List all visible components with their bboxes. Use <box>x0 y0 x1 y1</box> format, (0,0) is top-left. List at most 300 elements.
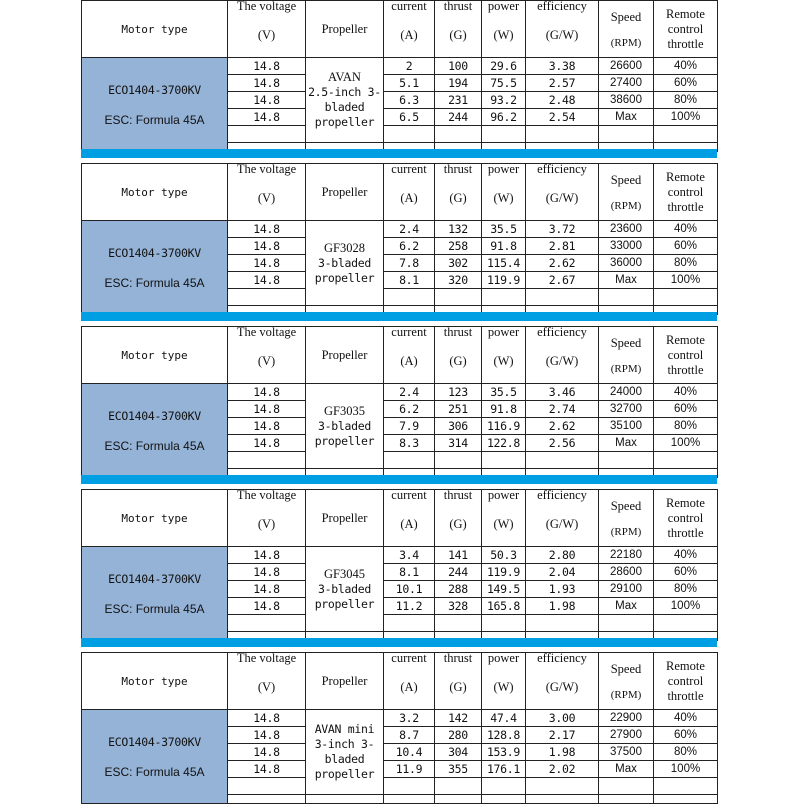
empty-cell <box>384 778 435 795</box>
speed-cell: 38600 <box>599 92 654 109</box>
empty-cell <box>526 795 599 804</box>
current-cell: 10.1 <box>384 581 435 598</box>
efficiency-cell: 2.62 <box>526 418 599 435</box>
test-table-block <box>81 489 717 641</box>
motor-esc-cell <box>82 221 228 315</box>
header-propeller-label: Propeller <box>321 184 368 199</box>
propeller-line: 3-bladed <box>318 581 371 596</box>
thrust-cell: 314 <box>435 435 482 452</box>
voltage-cell: 14.8 <box>228 727 306 744</box>
header-power-label: power <box>487 489 520 502</box>
throttle-cell: 100% <box>654 109 718 126</box>
esc-model: ESC: Formula 45A <box>104 438 205 453</box>
speed-cell: 35100 <box>599 418 654 435</box>
motor-esc-cell <box>82 710 228 804</box>
throttle-cell: 80% <box>654 418 718 435</box>
throttle-cell: 100% <box>654 761 718 778</box>
motor-model: ECO1404-3700KV <box>108 571 201 586</box>
speed-cell: Max <box>599 272 654 289</box>
voltage-cell: 14.8 <box>228 547 306 564</box>
current-cell: 2 <box>384 58 435 75</box>
empty-cell <box>228 452 306 469</box>
header-current-unit: (A) <box>400 191 418 205</box>
thrust-cell: 306 <box>435 418 482 435</box>
speed-cell: Max <box>599 109 654 126</box>
section-divider <box>81 475 717 484</box>
voltage-cell: 14.8 <box>228 272 306 289</box>
empty-cell <box>654 795 718 804</box>
speed-cell: Max <box>599 435 654 452</box>
current-cell: 8.1 <box>384 564 435 581</box>
empty-cell <box>384 452 435 469</box>
header-voltage-unit: (V) <box>257 680 276 694</box>
empty-cell <box>599 289 654 306</box>
header-remote-line: Remote <box>666 6 705 21</box>
current-cell: 8.3 <box>384 435 435 452</box>
header-speed-unit: (RPM) <box>610 36 642 49</box>
header-motor-type-label: Motor type <box>121 22 188 36</box>
efficiency-cell: 2.80 <box>526 547 599 564</box>
current-cell: 6.2 <box>384 238 435 255</box>
esc-model: ESC: Formula 45A <box>104 275 205 290</box>
power-cell: 91.8 <box>482 401 526 418</box>
header-row <box>82 490 718 547</box>
power-cell: 149.5 <box>482 581 526 598</box>
header-motor-type-label: Motor type <box>121 185 188 199</box>
propeller-cell <box>306 58 384 143</box>
empty-cell <box>228 289 306 306</box>
empty-cell <box>482 289 526 306</box>
propeller-line: AVAN <box>328 70 361 84</box>
thrust-cell: 244 <box>435 109 482 126</box>
propeller-line: 2.5-inch 3- <box>308 85 381 99</box>
empty-cell <box>228 795 306 804</box>
header-remote-line: control <box>667 184 704 199</box>
header-efficiency <box>526 1 599 58</box>
speed-cell: 22180 <box>599 547 654 564</box>
efficiency-cell: 2.56 <box>526 435 599 452</box>
power-cell: 165.8 <box>482 598 526 615</box>
power-cell: 176.1 <box>482 761 526 778</box>
test-table-block <box>81 0 717 152</box>
header-speed-unit: (RPM) <box>610 362 642 375</box>
power-cell: 119.9 <box>482 272 526 289</box>
throttle-cell: 100% <box>654 435 718 452</box>
voltage-cell: 14.8 <box>228 435 306 452</box>
current-cell: 10.4 <box>384 744 435 761</box>
header-current <box>384 1 435 58</box>
header-remote-line: control <box>667 347 704 362</box>
voltage-cell: 14.8 <box>228 418 306 435</box>
header-power <box>482 653 526 710</box>
propeller-line: bladed <box>324 752 365 766</box>
header-speed <box>599 1 654 58</box>
test-table <box>81 489 718 641</box>
propeller-line: propeller <box>314 433 375 448</box>
header-propeller <box>306 490 384 547</box>
speed-cell: Max <box>599 761 654 778</box>
header-propeller-label: Propeller <box>321 21 368 36</box>
header-efficiency-unit: (G/W) <box>545 680 579 694</box>
propeller-cell <box>306 384 384 469</box>
throttle-cell: 60% <box>654 727 718 744</box>
header-power-label: power <box>487 326 520 339</box>
header-remote-line: Remote <box>666 495 705 510</box>
header-current-unit: (A) <box>400 354 418 368</box>
thrust-cell: 123 <box>435 384 482 401</box>
header-thrust <box>435 1 482 58</box>
voltage-cell: 14.8 <box>228 598 306 615</box>
header-remote-throttle <box>654 490 718 547</box>
header-voltage <box>228 653 306 710</box>
header-voltage-label: The voltage <box>236 489 297 502</box>
propeller-cell <box>306 547 384 632</box>
header-row <box>82 327 718 384</box>
current-cell: 8.1 <box>384 272 435 289</box>
motor-model: ECO1404-3700KV <box>108 245 201 260</box>
header-current-unit: (A) <box>400 517 418 531</box>
power-cell: 91.8 <box>482 238 526 255</box>
header-thrust-label: thrust <box>443 0 473 13</box>
throttle-cell: 40% <box>654 221 718 238</box>
empty-cell <box>482 126 526 143</box>
header-motor-type-label: Motor type <box>121 348 188 362</box>
propeller-line: GF3028 <box>324 240 365 255</box>
header-row <box>82 1 718 58</box>
efficiency-cell: 3.38 <box>526 58 599 75</box>
propeller-line: propeller <box>314 596 375 611</box>
header-speed-label: Speed <box>610 335 642 350</box>
empty-cell <box>482 452 526 469</box>
efficiency-cell: 1.98 <box>526 744 599 761</box>
speed-cell: 23600 <box>599 221 654 238</box>
header-remote-line: throttle <box>667 688 704 703</box>
propeller-line: propeller <box>314 270 375 285</box>
header-remote-line: Remote <box>666 332 705 347</box>
header-speed <box>599 164 654 221</box>
power-cell: 50.3 <box>482 547 526 564</box>
header-thrust-unit: (G) <box>449 517 467 531</box>
header-remote-throttle <box>654 327 718 384</box>
empty-cell <box>654 452 718 469</box>
header-thrust <box>435 164 482 221</box>
current-cell: 6.3 <box>384 92 435 109</box>
throttle-cell: 80% <box>654 92 718 109</box>
header-power-unit: (W) <box>493 354 514 368</box>
empty-cell <box>384 126 435 143</box>
power-cell: 153.9 <box>482 744 526 761</box>
throttle-cell: 40% <box>654 710 718 727</box>
header-remote-line: throttle <box>667 525 704 540</box>
propeller-line: GF3035 <box>324 403 365 418</box>
esc-model: ESC: Formula 45A <box>104 764 205 779</box>
speed-cell: 36000 <box>599 255 654 272</box>
header-voltage <box>228 1 306 58</box>
header-motor-type <box>82 327 228 384</box>
efficiency-cell: 2.57 <box>526 75 599 92</box>
header-speed <box>599 653 654 710</box>
test-table <box>81 0 718 152</box>
header-power-label: power <box>487 163 520 176</box>
voltage-cell: 14.8 <box>228 92 306 109</box>
speed-cell: 33000 <box>599 238 654 255</box>
header-voltage-label: The voltage <box>236 0 297 13</box>
speed-cell: 24000 <box>599 384 654 401</box>
empty-cell <box>435 452 482 469</box>
thrust-cell: 142 <box>435 710 482 727</box>
header-voltage <box>228 327 306 384</box>
header-thrust <box>435 490 482 547</box>
test-table <box>81 163 718 315</box>
header-power-unit: (W) <box>493 28 514 42</box>
efficiency-cell: 3.72 <box>526 221 599 238</box>
current-cell: 2.4 <box>384 221 435 238</box>
propeller-cell <box>306 221 384 306</box>
propeller-line: 3-bladed <box>318 418 371 433</box>
thrust-cell: 355 <box>435 761 482 778</box>
voltage-cell: 14.8 <box>228 109 306 126</box>
header-propeller <box>306 1 384 58</box>
header-remote-line: Remote <box>666 658 705 673</box>
efficiency-cell: 2.48 <box>526 92 599 109</box>
current-cell: 11.9 <box>384 761 435 778</box>
empty-cell <box>384 615 435 632</box>
voltage-cell: 14.8 <box>228 744 306 761</box>
empty-cell <box>654 126 718 143</box>
empty-cell <box>654 615 718 632</box>
efficiency-cell: 1.93 <box>526 581 599 598</box>
section-divider <box>81 312 717 321</box>
speed-cell: 32700 <box>599 401 654 418</box>
empty-cell <box>599 126 654 143</box>
header-remote-line: throttle <box>667 199 704 214</box>
propeller-cell <box>306 710 384 795</box>
header-speed-label: Speed <box>610 172 642 187</box>
speed-cell: 29100 <box>599 581 654 598</box>
thrust-cell: 251 <box>435 401 482 418</box>
empty-cell <box>599 615 654 632</box>
thrust-cell: 231 <box>435 92 482 109</box>
header-thrust <box>435 653 482 710</box>
header-current <box>384 653 435 710</box>
empty-cell <box>482 778 526 795</box>
motor-model: ECO1404-3700KV <box>108 82 201 97</box>
header-motor-type <box>82 164 228 221</box>
test-table-block <box>81 652 717 804</box>
voltage-cell: 14.8 <box>228 710 306 727</box>
header-motor-type <box>82 490 228 547</box>
header-speed-unit: (RPM) <box>610 199 642 212</box>
table-row <box>82 384 718 401</box>
voltage-cell: 14.8 <box>228 401 306 418</box>
test-table-block <box>81 163 717 315</box>
header-thrust-label: thrust <box>443 489 473 502</box>
header-efficiency-label: efficiency <box>537 489 587 502</box>
motor-esc-cell <box>82 384 228 478</box>
power-cell: 128.8 <box>482 727 526 744</box>
header-current-label: current <box>391 652 427 665</box>
empty-cell <box>526 615 599 632</box>
current-cell: 5.1 <box>384 75 435 92</box>
header-voltage-label: The voltage <box>236 326 297 339</box>
table-row <box>82 547 718 564</box>
throttle-cell: 80% <box>654 744 718 761</box>
efficiency-cell: 2.74 <box>526 401 599 418</box>
current-cell: 8.7 <box>384 727 435 744</box>
header-remote-throttle <box>654 164 718 221</box>
header-thrust-label: thrust <box>443 652 473 665</box>
header-efficiency-label: efficiency <box>537 163 587 176</box>
header-efficiency <box>526 653 599 710</box>
current-cell: 3.2 <box>384 710 435 727</box>
header-power-label: power <box>487 0 520 13</box>
empty-cell <box>228 615 306 632</box>
header-speed-label: Speed <box>610 498 642 513</box>
header-current-label: current <box>391 163 427 176</box>
header-voltage <box>228 164 306 221</box>
test-table <box>81 652 718 804</box>
throttle-cell: 60% <box>654 401 718 418</box>
current-cell: 7.9 <box>384 418 435 435</box>
power-cell: 96.2 <box>482 109 526 126</box>
test-table <box>81 326 718 478</box>
header-efficiency-unit: (G/W) <box>545 28 579 42</box>
empty-cell <box>435 795 482 804</box>
header-efficiency-label: efficiency <box>537 326 587 339</box>
header-remote-throttle <box>654 1 718 58</box>
header-power-label: power <box>487 652 520 665</box>
test-table-block <box>81 326 717 478</box>
header-propeller <box>306 327 384 384</box>
efficiency-cell: 2.02 <box>526 761 599 778</box>
efficiency-cell: 2.04 <box>526 564 599 581</box>
header-propeller-label: Propeller <box>321 347 368 362</box>
header-remote-throttle <box>654 653 718 710</box>
current-cell: 6.2 <box>384 401 435 418</box>
empty-cell <box>526 778 599 795</box>
thrust-cell: 280 <box>435 727 482 744</box>
header-efficiency <box>526 327 599 384</box>
empty-cell <box>306 795 384 804</box>
header-voltage-unit: (V) <box>257 28 276 42</box>
header-speed-unit: (RPM) <box>610 525 642 538</box>
empty-cell <box>482 615 526 632</box>
table-row <box>82 221 718 238</box>
header-thrust-unit: (G) <box>449 191 467 205</box>
header-current-unit: (A) <box>400 28 418 42</box>
header-propeller <box>306 164 384 221</box>
thrust-cell: 141 <box>435 547 482 564</box>
power-cell: 115.4 <box>482 255 526 272</box>
current-cell: 2.4 <box>384 384 435 401</box>
header-thrust-label: thrust <box>443 326 473 339</box>
empty-cell <box>228 778 306 795</box>
power-cell: 93.2 <box>482 92 526 109</box>
power-cell: 29.6 <box>482 58 526 75</box>
header-remote-line: Remote <box>666 169 705 184</box>
header-motor-type-label: Motor type <box>121 511 188 525</box>
efficiency-cell: 2.67 <box>526 272 599 289</box>
speed-cell: 27900 <box>599 727 654 744</box>
esc-model: ESC: Formula 45A <box>104 112 205 127</box>
throttle-cell: 40% <box>654 547 718 564</box>
voltage-cell: 14.8 <box>228 384 306 401</box>
speed-cell: 22900 <box>599 710 654 727</box>
header-row <box>82 653 718 710</box>
empty-cell <box>482 795 526 804</box>
speed-cell: 27400 <box>599 75 654 92</box>
empty-cell <box>384 795 435 804</box>
power-cell: 122.8 <box>482 435 526 452</box>
header-propeller-label: Propeller <box>321 510 368 525</box>
efficiency-cell: 3.00 <box>526 710 599 727</box>
voltage-cell: 14.8 <box>228 581 306 598</box>
header-power <box>482 1 526 58</box>
voltage-cell: 14.8 <box>228 221 306 238</box>
thrust-cell: 132 <box>435 221 482 238</box>
efficiency-cell: 2.62 <box>526 255 599 272</box>
voltage-cell: 14.8 <box>228 761 306 778</box>
motor-model: ECO1404-3700KV <box>108 408 201 423</box>
power-cell: 75.5 <box>482 75 526 92</box>
header-power <box>482 327 526 384</box>
header-motor-type <box>82 653 228 710</box>
thrust-cell: 244 <box>435 564 482 581</box>
thrust-cell: 194 <box>435 75 482 92</box>
current-cell: 3.4 <box>384 547 435 564</box>
header-voltage-unit: (V) <box>257 354 276 368</box>
header-remote-line: throttle <box>667 362 704 377</box>
power-cell: 119.9 <box>482 564 526 581</box>
header-efficiency <box>526 164 599 221</box>
empty-cell <box>654 778 718 795</box>
power-cell: 35.5 <box>482 384 526 401</box>
header-voltage-unit: (V) <box>257 191 276 205</box>
header-propeller-label: Propeller <box>321 673 368 688</box>
header-power-unit: (W) <box>493 191 514 205</box>
throttle-cell: 60% <box>654 238 718 255</box>
empty-cell <box>435 615 482 632</box>
voltage-cell: 14.8 <box>228 75 306 92</box>
empty-cell <box>435 289 482 306</box>
header-efficiency-unit: (G/W) <box>545 191 579 205</box>
header-voltage-unit: (V) <box>257 517 276 531</box>
header-current-unit: (A) <box>400 680 418 694</box>
empty-cell <box>435 126 482 143</box>
thrust-cell: 302 <box>435 255 482 272</box>
header-speed <box>599 490 654 547</box>
header-voltage-label: The voltage <box>236 163 297 176</box>
power-cell: 47.4 <box>482 710 526 727</box>
esc-model: ESC: Formula 45A <box>104 601 205 616</box>
empty-cell <box>654 289 718 306</box>
propeller-line: propeller <box>314 115 375 129</box>
header-current <box>384 327 435 384</box>
throttle-cell: 80% <box>654 255 718 272</box>
header-current-label: current <box>391 326 427 339</box>
header-remote-line: control <box>667 673 704 688</box>
efficiency-cell: 3.46 <box>526 384 599 401</box>
header-speed-label: Speed <box>610 661 642 676</box>
header-power-unit: (W) <box>493 517 514 531</box>
empty-cell <box>384 289 435 306</box>
table-row <box>82 710 718 727</box>
propeller-line: AVAN mini <box>314 722 375 736</box>
throttle-cell: 80% <box>654 581 718 598</box>
speed-cell: 37500 <box>599 744 654 761</box>
empty-cell <box>599 778 654 795</box>
header-propeller <box>306 653 384 710</box>
